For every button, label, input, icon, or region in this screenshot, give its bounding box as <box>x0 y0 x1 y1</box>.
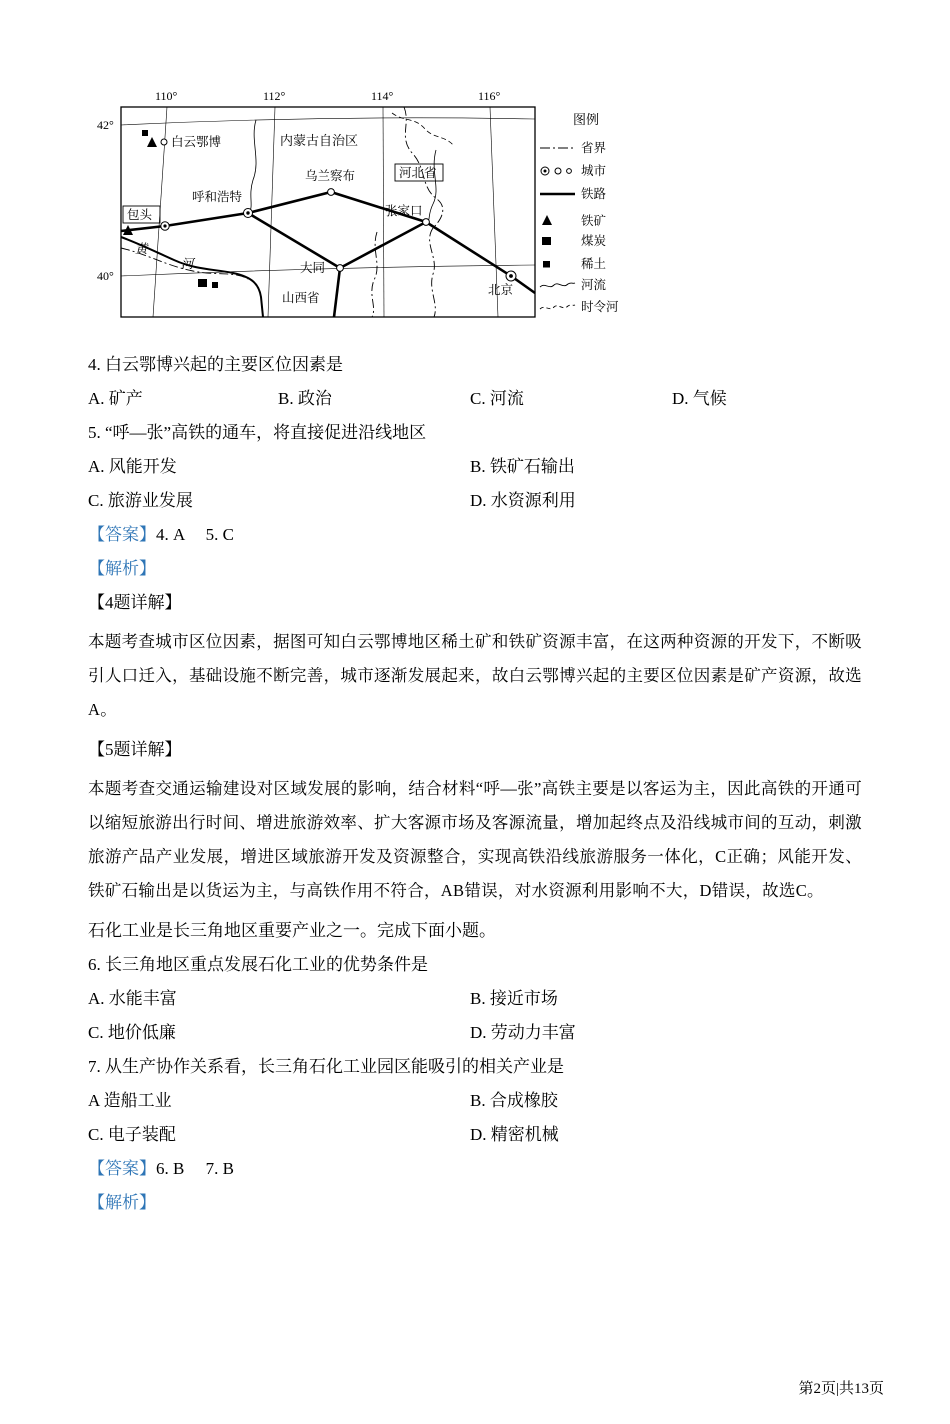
map-figure <box>95 80 950 345</box>
q4-option-c: C. 河流 <box>470 389 524 408</box>
coal-symbol <box>198 279 207 287</box>
city-label-zhangjiakou: 张家口 <box>385 204 423 218</box>
answer-label-1: 【答案】 <box>88 525 156 544</box>
question-7-options-row-2 <box>88 1123 862 1146</box>
region-label-hebei: 河北省 <box>399 166 437 180</box>
lat-label: 42° <box>97 118 114 132</box>
legend-label-iron-ore: 铁矿 <box>581 214 607 228</box>
baiyunebo-city-symbol <box>161 139 167 145</box>
q6-option-c: C. 地价低廉 <box>88 1023 176 1042</box>
question-7-stem: 7. 从生产协作关系看，长三角石化工业园区能吸引的相关产业是 <box>88 1057 564 1076</box>
beijing-city-dot <box>509 274 513 278</box>
detail-4-heading: 【4题详解】 <box>88 593 182 612</box>
q7-option-d: D. 精密机械 <box>470 1125 559 1144</box>
region-map <box>95 80 655 340</box>
exam-page <box>0 80 950 1397</box>
question-4-options <box>88 387 862 410</box>
q5-option-b: B. 铁矿石输出 <box>470 457 575 476</box>
legend-label-province-border: 省界 <box>581 141 607 155</box>
city-label-datong: 大同 <box>300 261 326 275</box>
q4-option-b: B. 政治 <box>278 389 332 408</box>
q6-option-a: A. 水能丰富 <box>88 989 177 1008</box>
legend-river-symbol <box>540 283 575 287</box>
analysis-label-2: 【解析】 <box>88 1193 156 1212</box>
city-symbols <box>161 139 516 281</box>
q6-option-d: D. 劳动力丰富 <box>470 1023 576 1042</box>
answer-value-2: 6. B 7. B <box>156 1159 234 1178</box>
detail-5-text: 本题考查交通运输建设对区域发展的影响，结合材料“呼—张”高铁主要是以客运为主，因此高铁的开通可以缩短旅游出行时间、增进旅游效率、扩大客源市场及客源流量，增加起终点及沿线城市间的互动，刺激旅游产品产业发展，增进区域旅游开发及资源整合，实现高铁沿线旅游服务一体化，C正确；风能开发、铁矿石输出是以货运为主，与高铁作用不符合，AB错误，对水资源利用影响不大，D错误，故选C。 <box>88 779 862 900</box>
detail-5-heading: 【5题详解】 <box>88 740 182 759</box>
detail-4-text: 本题考查城市区位因素，据图可知白云鄂博地区稀土矿和铁矿资源丰富，在这两种资源的开发下，不断吸引人口迁入，基础设施不断完善，城市逐渐发展起来，故白云鄂博兴起的主要区位因素是矿产资源，故选A。 <box>88 632 862 719</box>
zhangjiakou-city-symbol <box>423 219 430 226</box>
datong-city-symbol <box>337 265 344 272</box>
region-label-shanxi: 山西省 <box>282 291 320 305</box>
answer-value-1: 4. A 5. C <box>156 525 234 544</box>
city-label-baiyunebo: 白云鄂博 <box>171 135 222 149</box>
question-6-options-row-2 <box>88 1021 862 1044</box>
legend-iron-ore-symbol <box>542 215 552 225</box>
lon-label: 112° <box>263 89 286 103</box>
lon-label: 116° <box>478 89 501 103</box>
legend-city-symbol <box>541 167 571 175</box>
legend-label-river: 河流 <box>581 278 607 292</box>
q4-option-a: A. 矿产 <box>88 389 143 408</box>
question-7-options-row-1 <box>88 1089 862 1112</box>
question-6-stem: 6. 长三角地区重点发展石化工业的优势条件是 <box>88 955 428 974</box>
lat-label: 40° <box>97 269 114 283</box>
material-intro-text: 石化工业是长三角地区重要产业之一。完成下面小题。 <box>88 921 496 940</box>
page-footer: 第2页|共13页 <box>798 1381 884 1397</box>
analysis-label-1: 【解析】 <box>88 559 156 578</box>
exam-content <box>88 353 862 1214</box>
legend-coal-symbol <box>542 237 551 245</box>
rare-earth-symbol <box>142 130 148 136</box>
legend-seasonal-river-symbol <box>540 305 575 309</box>
q6-option-b: B. 接近市场 <box>470 989 558 1008</box>
q5-option-d: D. 水资源利用 <box>470 491 576 510</box>
answer-label-2: 【答案】 <box>88 1159 156 1178</box>
city-label-huhehaote: 呼和浩特 <box>192 190 243 204</box>
legend-label-railway: 铁路 <box>581 187 607 201</box>
iron-ore-symbol <box>147 137 157 147</box>
question-4-stem: 4. 白云鄂博兴起的主要区位因素是 <box>88 355 343 374</box>
question-5-options-row-1 <box>88 455 862 478</box>
wulanchabu-city-symbol <box>328 189 335 196</box>
q7-option-b: B. 合成橡胶 <box>470 1091 558 1110</box>
river-label-huang: 黄 <box>135 242 148 256</box>
railway-lines <box>121 192 535 317</box>
city-label-beijing: 北京 <box>488 283 514 297</box>
q7-option-a: A 造船工业 <box>88 1091 172 1110</box>
lon-label: 114° <box>371 89 394 103</box>
answer-line-2 <box>88 1157 862 1180</box>
baotou-city-dot <box>163 224 166 227</box>
q4-option-d: D. 气候 <box>672 389 727 408</box>
legend-label-rare-earth: 稀土 <box>581 257 607 271</box>
map-place-labels <box>127 133 514 305</box>
q5-option-c: C. 旅游业发展 <box>88 491 193 510</box>
river-label-he: 河 <box>181 257 194 271</box>
legend-label-seasonal-river: 时令河 <box>581 300 619 314</box>
question-6-options-row-1 <box>88 987 862 1010</box>
lon-label: 110° <box>155 89 178 103</box>
city-label-baotou: 包头 <box>127 208 153 222</box>
answer-line-1 <box>88 523 862 546</box>
q5-option-a: A. 风能开发 <box>88 457 177 476</box>
region-label-inner-mongolia: 内蒙古自治区 <box>280 133 359 148</box>
legend-rare-earth-symbol <box>543 261 550 268</box>
rare-earth-symbol <box>212 282 218 288</box>
legend-label-city: 城市 <box>581 164 607 178</box>
legend-label-coal: 煤炭 <box>581 234 607 248</box>
hohhot-city-dot <box>246 211 249 214</box>
question-5-stem: 5. “呼—张”高铁的通车，将直接促进沿线地区 <box>88 423 427 442</box>
legend-title: 图例 <box>573 112 600 127</box>
map-legend <box>540 112 619 314</box>
city-label-wulanchabu: 乌兰察布 <box>305 169 356 183</box>
q7-option-c: C. 电子装配 <box>88 1125 176 1144</box>
question-5-options-row-2 <box>88 489 862 512</box>
